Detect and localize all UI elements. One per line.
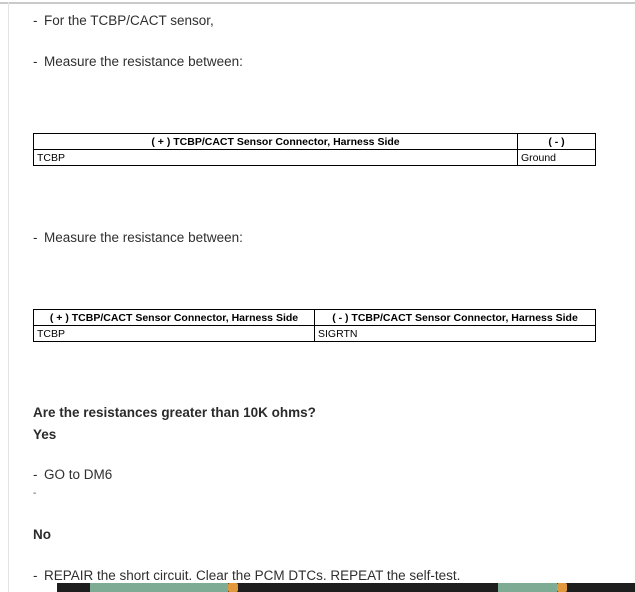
bullet-measure-1: [33, 54, 243, 69]
taskbar-dot[interactable]: [228, 583, 238, 592]
no-action: [33, 568, 460, 583]
page-left-border: [8, 2, 9, 592]
bottom-bar: [57, 583, 635, 592]
taskbar-dot[interactable]: [557, 583, 567, 592]
question-text: Are the resistances greater than 10K ohms?: [33, 405, 316, 420]
bullet-marker: -: [33, 467, 38, 482]
table-header-row: [34, 134, 596, 150]
yes-action: [33, 467, 112, 482]
no-label: No: [33, 527, 51, 542]
table-cell-pin: TCBP: [34, 150, 518, 166]
table-header-plus: ( + ) TCBP/CACT Sensor Connector, Harness Side: [34, 134, 518, 150]
bullet-sensor-intro: [33, 13, 214, 28]
table-cell-sigrtn: SIGRTN: [315, 326, 596, 342]
bullet-marker: -: [33, 568, 38, 583]
table-header-row: [34, 310, 596, 326]
page-top-border: [0, 2, 635, 4]
table-header-minus: ( - ) TCBP/CACT Sensor Connector, Harness Side: [315, 310, 596, 326]
bullet-text: Measure the resistance between:: [44, 230, 243, 245]
table-header-plus: ( + ) TCBP/CACT Sensor Connector, Harness Side: [34, 310, 315, 326]
bullet-marker: -: [33, 230, 38, 245]
yes-action-text: GO to DM6: [44, 467, 113, 482]
table-row: [34, 326, 596, 342]
resistance-table-1: [33, 133, 596, 166]
bullet-text: For the TCBP/CACT sensor,: [44, 13, 214, 28]
no-action-text: REPAIR the short circuit. Clear the PCM DTCs. REPEAT the self-test.: [44, 568, 461, 583]
bullet-measure-2: [33, 230, 243, 245]
bullet-text: Measure the resistance between:: [44, 54, 243, 69]
bullet-marker: -: [33, 54, 38, 69]
table-header-minus: ( - ): [518, 134, 596, 150]
table-cell-pin: TCBP: [34, 326, 315, 342]
resistance-table-2: [33, 309, 596, 342]
taskbar-segment[interactable]: [498, 583, 557, 592]
bullet-marker: -: [33, 13, 38, 28]
table-row: [34, 150, 596, 166]
yes-label: Yes: [33, 427, 57, 442]
taskbar-segment[interactable]: [90, 583, 228, 592]
table-cell-ground: Ground: [518, 150, 596, 166]
stray-dash: -: [33, 488, 37, 499]
